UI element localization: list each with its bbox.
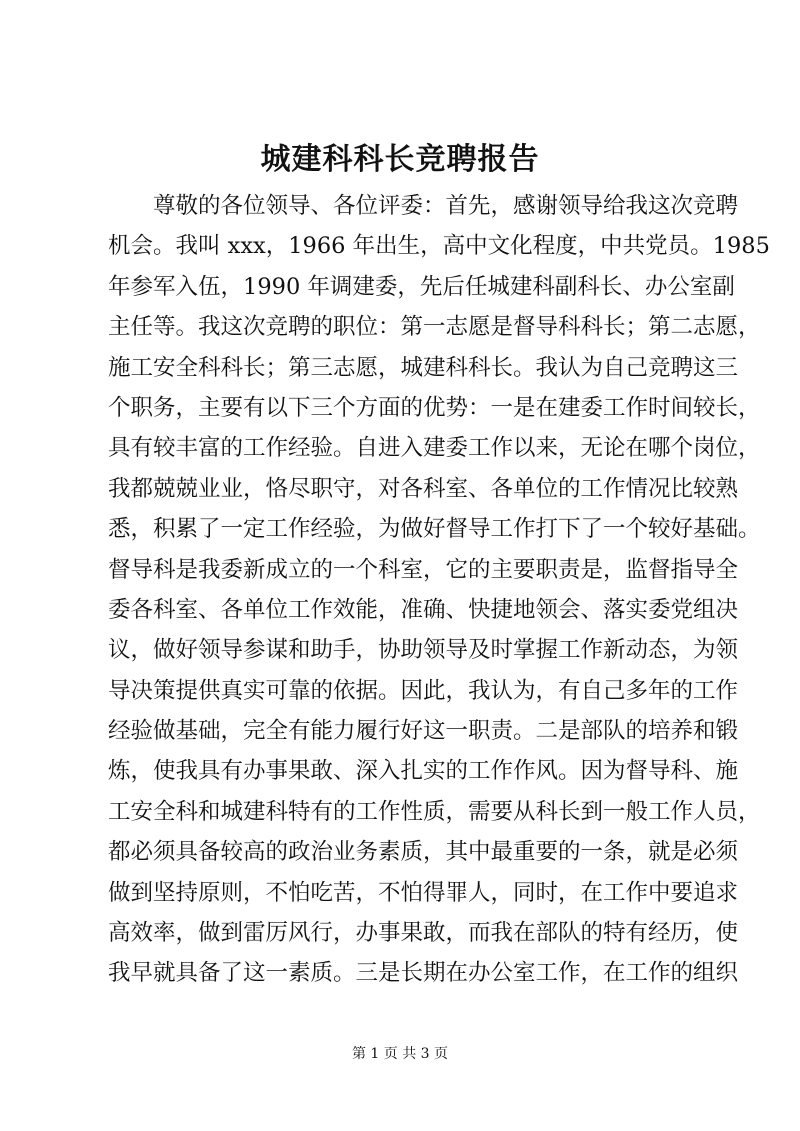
body-line: 尊敬的各位领导、各位评委：首先，感谢领导给我这次竞聘 bbox=[153, 193, 739, 219]
body-line: 具有较丰富的工作经验。自进入建委工作以来，无论在哪个岗位， bbox=[108, 435, 761, 462]
body-line: 我早就具备了这一素质。三是长期在办公室工作，在工作的组织 bbox=[108, 960, 739, 987]
body-line: 施工安全科科长；第三志愿，城建科科长。我认为自己竞聘这三 bbox=[108, 354, 739, 381]
body-line: 都必须具备较高的政治业务素质，其中最重要的一条，就是必须 bbox=[108, 839, 739, 866]
body-line: 悉，积累了一定工作经验，为做好督导工作打下了一个较好基础。 bbox=[108, 516, 761, 543]
body-line: 做到坚持原则，不怕吃苦，不怕得罪人，同时，在工作中要追求 bbox=[108, 879, 739, 906]
body-line: 委各科室、各单位工作效能，准确、快捷地领会、落实委党组决 bbox=[108, 596, 739, 623]
body-line: 督导科是我委新成立的一个科室，它的主要职责是，监督指导全 bbox=[108, 556, 739, 583]
document-body bbox=[108, 186, 770, 994]
body-line: 年参军入伍，1990 年调建委，先后任城建科副科长、办公室副 bbox=[108, 273, 735, 300]
body-line: 我都兢兢业业，恪尽职守，对各科室、各单位的工作情况比较熟 bbox=[108, 475, 739, 502]
body-line: 导决策提供真实可靠的依据。因此，我认为，有自己多年的工作 bbox=[108, 677, 739, 704]
body-line: 议，做好领导参谋和助手，协助领导及时掌握工作新动态，为领 bbox=[108, 637, 739, 664]
document-title: 城建科科长竞聘报告 bbox=[260, 142, 540, 177]
body-line: 经验做基础，完全有能力履行好这一职责。二是部队的培养和锻 bbox=[108, 718, 739, 745]
body-line: 炼，使我具有办事果敢、深入扎实的工作作风。因为督导科、施 bbox=[108, 758, 739, 785]
body-line: 机会。我叫 xxx，1966 年出生，高中文化程度，中共党员。1985 bbox=[108, 233, 770, 260]
body-line: 工安全科和城建科特有的工作性质，需要从科长到一般工作人员， bbox=[108, 798, 761, 825]
body-line: 个职务，主要有以下三个方面的优势：一是在建委工作时间较长， bbox=[108, 394, 761, 421]
page-footer: 第 1 页 共 3 页 bbox=[351, 1046, 449, 1062]
body-line: 主任等。我这次竞聘的职位：第一志愿是督导科科长；第二志愿， bbox=[108, 314, 761, 341]
body-line: 高效率，做到雷厉风行，办事果敢，而我在部队的特有经历，使 bbox=[108, 920, 739, 947]
